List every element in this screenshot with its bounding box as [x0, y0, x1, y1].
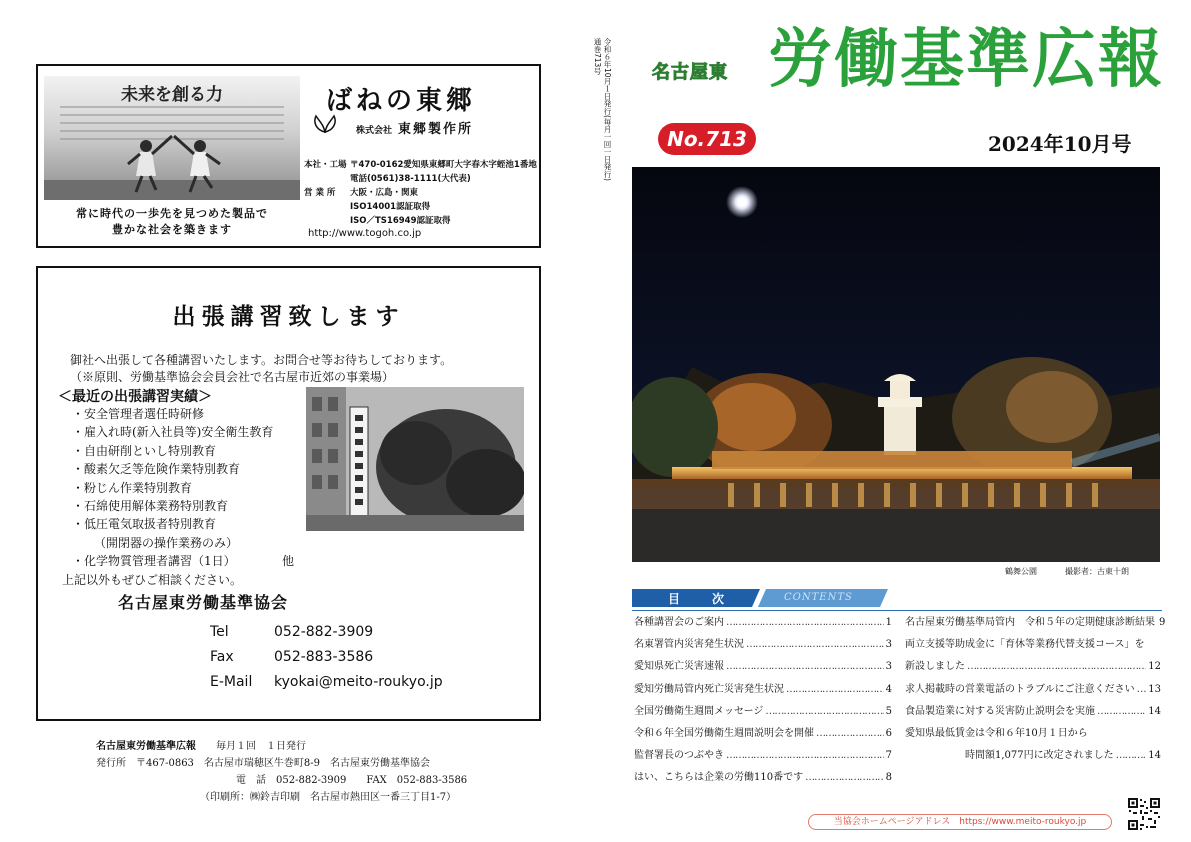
ad-tagline	[38, 206, 306, 238]
lecture-organization: 名古屋東労働基準協会	[118, 593, 289, 612]
toc-rule	[632, 610, 1162, 611]
toc-leader	[805, 767, 884, 789]
toc-leader	[1116, 745, 1147, 767]
toc-entry[interactable]	[634, 634, 892, 656]
toc-entry-page: 3	[885, 661, 892, 673]
lecture-item: ・自由研削といし特別教育	[72, 443, 217, 458]
lecture-item: ・雇入れ時(新入社員等)安全衛生教育	[72, 425, 274, 440]
toc-entry-page: 9	[1159, 617, 1166, 628]
ad-info-label: 本社・工場	[304, 160, 347, 170]
toc-entry-page: 13	[1148, 683, 1161, 695]
toc-entry-title: 名古屋東労働基準局管内 令和５年の定期健康診断結果	[905, 617, 1155, 628]
contact-email	[210, 670, 443, 695]
issue-date: 2024年10月号	[988, 132, 1132, 156]
jumping-children-illustration	[44, 130, 300, 200]
colophon-row	[96, 772, 467, 789]
toc-entry[interactable]	[634, 612, 892, 634]
lecture-list	[72, 405, 295, 571]
toc-leader	[726, 656, 884, 678]
toc-entry[interactable]	[905, 612, 1166, 634]
toc-header	[632, 589, 888, 607]
building-with-sign-illustration	[306, 387, 524, 531]
cover-photo-tsuruma-park	[632, 167, 1160, 562]
toc-entry-title: 両立支援等助成金に「育休等業務代替支援コース」を	[905, 639, 1145, 651]
toc-entry-page: 7	[885, 750, 892, 762]
toc-entry-title: 愛知県最低賃金は令和６年10月１日から	[905, 728, 1088, 740]
toc-entry[interactable]	[905, 679, 1161, 701]
lecture-intro-note: （※原則、労働基準協会会員会社で名古屋市近郊の事業場）	[70, 370, 395, 384]
lecture-subhead: ＜最近の出張講習実績＞	[58, 389, 212, 405]
ad-info-row	[304, 158, 537, 172]
ad-info-row	[304, 200, 537, 214]
contact-value: 052-883-3586	[274, 649, 374, 665]
colophon-publisher-label: 発行所	[96, 758, 126, 769]
ad-company-label: 東郷製作所	[398, 122, 474, 137]
lecture-item-note	[72, 534, 273, 552]
toc-title: 目 次	[668, 592, 735, 606]
toc-entry-page: 14	[1148, 705, 1161, 717]
colophon-phone: 電 話 052-882-3909 FAX 052-883-3586	[236, 775, 468, 786]
toc-leader	[967, 656, 1146, 678]
lecture-intro-line: 御社へ出張して各種講習いたします。お問合せ等お待ちしております。	[70, 353, 453, 367]
issue-number-badge: No.713	[658, 123, 756, 155]
ad-info	[304, 158, 537, 228]
contact-email-link[interactable]: kyokai@meito-roukyo.jp	[274, 674, 443, 690]
toc-leader	[1097, 701, 1146, 723]
toc-entry[interactable]	[905, 701, 1161, 723]
lecture-intro	[70, 352, 452, 386]
contact-label: E-Mail	[210, 674, 253, 690]
night-fountain-illustration	[632, 167, 1160, 562]
toc-entry-page: 14	[1148, 750, 1161, 762]
photo-caption-place: 鶴舞公園	[1005, 567, 1037, 576]
ad-tagline-line: 常に時代の一歩先を見つめた製品で	[76, 207, 268, 220]
toc-right-column	[905, 612, 1166, 767]
toc-contents-label: CONTENTS	[784, 592, 853, 603]
spine-volume: 通巻713号	[593, 38, 602, 75]
ad-info-value: ISO14001認証取得	[350, 202, 431, 212]
toc-entry[interactable]	[634, 745, 892, 767]
toc-entry[interactable]	[905, 634, 1161, 656]
toc-entry[interactable]	[905, 723, 1161, 745]
colophon-row	[96, 738, 467, 755]
lecture-item-text: ・化学物質管理者講習（1日）	[72, 554, 236, 569]
toc-entry-title: 求人掲載時の営業電話のトラブルにご注意ください	[905, 683, 1135, 695]
toc-leader	[746, 634, 884, 656]
spine-issue-date: 令和６年10月１日発行(毎月一回一日発行)	[603, 38, 612, 181]
ad-info-label	[304, 214, 350, 228]
toc-leader	[816, 723, 884, 745]
lecture-other-mark: 他	[282, 554, 295, 569]
toc-leader	[765, 701, 883, 723]
toc-entry[interactable]	[905, 745, 1161, 767]
toc-entry-page: 8	[885, 772, 892, 784]
spine-imprint	[592, 38, 612, 238]
contact-label: Fax	[210, 649, 234, 665]
toc-entry-title: はい、こちらは企業の労働110番です	[634, 772, 804, 784]
toc-entry-title: 時間額1,077円に改定されました	[965, 750, 1114, 762]
colophon-title: 名古屋東労働基準広報	[96, 741, 196, 752]
toc-entry-title: 新設しました	[905, 661, 965, 673]
colophon	[96, 738, 467, 806]
toc-leader	[726, 745, 884, 767]
toc-leader	[726, 612, 884, 634]
toc-left-column	[634, 612, 892, 790]
association-website-link[interactable]: 当協会ホームページアドレス https://www.meito-roukyo.jp	[808, 814, 1112, 830]
ad-info-value: 大阪・広島・関東	[350, 188, 419, 198]
lecture-footer: 上記以外もぜひご相談ください。	[62, 573, 243, 587]
toc-entry-title: 食品製造業に対する災害防止説明会を実施	[905, 705, 1095, 717]
ad-tagline-line: 豊かな社会を築きます	[112, 223, 232, 236]
masthead-title: 労働基準広報	[768, 23, 1164, 97]
masthead-region: 名古屋東	[652, 62, 728, 83]
toc-entry-title: 全国労働衛生週間メッセージ	[634, 705, 764, 717]
lecture-title: 出張講習致します	[172, 304, 405, 330]
lecture-item: ・安全管理者選任時研修	[72, 407, 205, 421]
toc-entry-page: 3	[885, 639, 892, 651]
ad-info-row	[304, 172, 537, 186]
toc-entry-page: 6	[885, 728, 892, 740]
ad-info-value: 電話(0561)38-1111(大代表)	[350, 174, 471, 184]
toc-entry[interactable]	[634, 767, 892, 789]
toc-entry-title: 各種講習会のご案内	[634, 617, 724, 628]
toc-leader	[1137, 679, 1147, 701]
colophon-printer: （印刷所：㈱鈴吉印刷 名古屋市熱田区一番三丁目1-7）	[200, 792, 457, 803]
toc-entry-page: 1	[885, 617, 892, 628]
ad-company-prefix: 株式会社	[356, 126, 393, 136]
colophon-row	[96, 755, 467, 772]
toc-entry-title: 令和６年全国労働衛生週間説明会を開催	[634, 728, 814, 740]
toc-entry-title: 監督署長のつぶやき	[634, 750, 724, 762]
ad-info-label: 営 業 所	[304, 188, 336, 198]
toc-entry-page: 5	[885, 705, 892, 717]
ad-brand: ばねの東郷	[326, 86, 477, 116]
lecture-contacts	[210, 620, 443, 695]
ad-website-link[interactable]: http://www.togoh.co.jp	[308, 228, 422, 239]
toc-entry-page: 4	[885, 683, 892, 695]
colophon-frequency: 毎月１回 １日発行	[216, 741, 306, 752]
toc-leader	[786, 679, 884, 701]
photo-caption-credit: 撮影者：古東十朗	[1065, 567, 1129, 576]
onsite-lecture-box	[36, 266, 541, 721]
ad-info-value: ISO／TS16949認証取得	[350, 216, 451, 226]
contact-tel	[210, 620, 443, 645]
photo-caption	[1005, 566, 1129, 577]
toc-entry-page: 12	[1148, 661, 1161, 673]
colophon-row	[96, 789, 467, 806]
toc-entry[interactable]	[634, 656, 892, 678]
contact-label: Tel	[210, 624, 229, 640]
toc-entry[interactable]	[634, 723, 892, 745]
lecture-item	[72, 552, 295, 570]
lecture-item: ・粉じん作業特別教育	[72, 480, 193, 495]
toc-entry[interactable]	[634, 679, 892, 701]
toc-entry[interactable]	[634, 701, 892, 723]
colophon-publisher-address: 〒467-0863 名古屋市瑞穂区牛巻町8-9 名古屋東労働基準協会	[136, 758, 431, 769]
association-building-photo	[306, 387, 524, 531]
company-ad	[36, 64, 541, 248]
lecture-item: ・酸素欠乏等危険作業特別教育	[72, 462, 241, 477]
toc-entry-title: 愛知県死亡災害速報	[634, 661, 724, 673]
lecture-item-note-text: （開閉器の操作業務のみ）	[94, 535, 239, 550]
ad-info-row	[304, 186, 537, 200]
ad-company-name	[356, 118, 473, 137]
contact-fax	[210, 645, 443, 670]
toc-entry-title: 愛知労働局管内死亡災害発生状況	[634, 683, 784, 695]
ad-info-label	[304, 200, 350, 214]
lecture-item: ・石綿使用解体業務特別教育	[72, 499, 229, 514]
qr-code-icon[interactable]	[1127, 797, 1161, 831]
toc-entry-title: 名東署管内災害発生状況	[634, 639, 744, 651]
ad-info-row	[304, 214, 537, 228]
toc-entry[interactable]	[905, 656, 1161, 678]
ad-photo-title: 未来を創る力	[121, 85, 223, 105]
ad-photo	[44, 76, 300, 200]
contact-value[interactable]: 052-882-3909	[274, 624, 374, 640]
ad-info-label	[304, 172, 350, 186]
lecture-item: ・低圧電気取扱者特別教育	[72, 517, 217, 532]
ad-info-value: 〒470-0162愛知県東郷町大字春木字蛭池1番地	[350, 160, 537, 170]
